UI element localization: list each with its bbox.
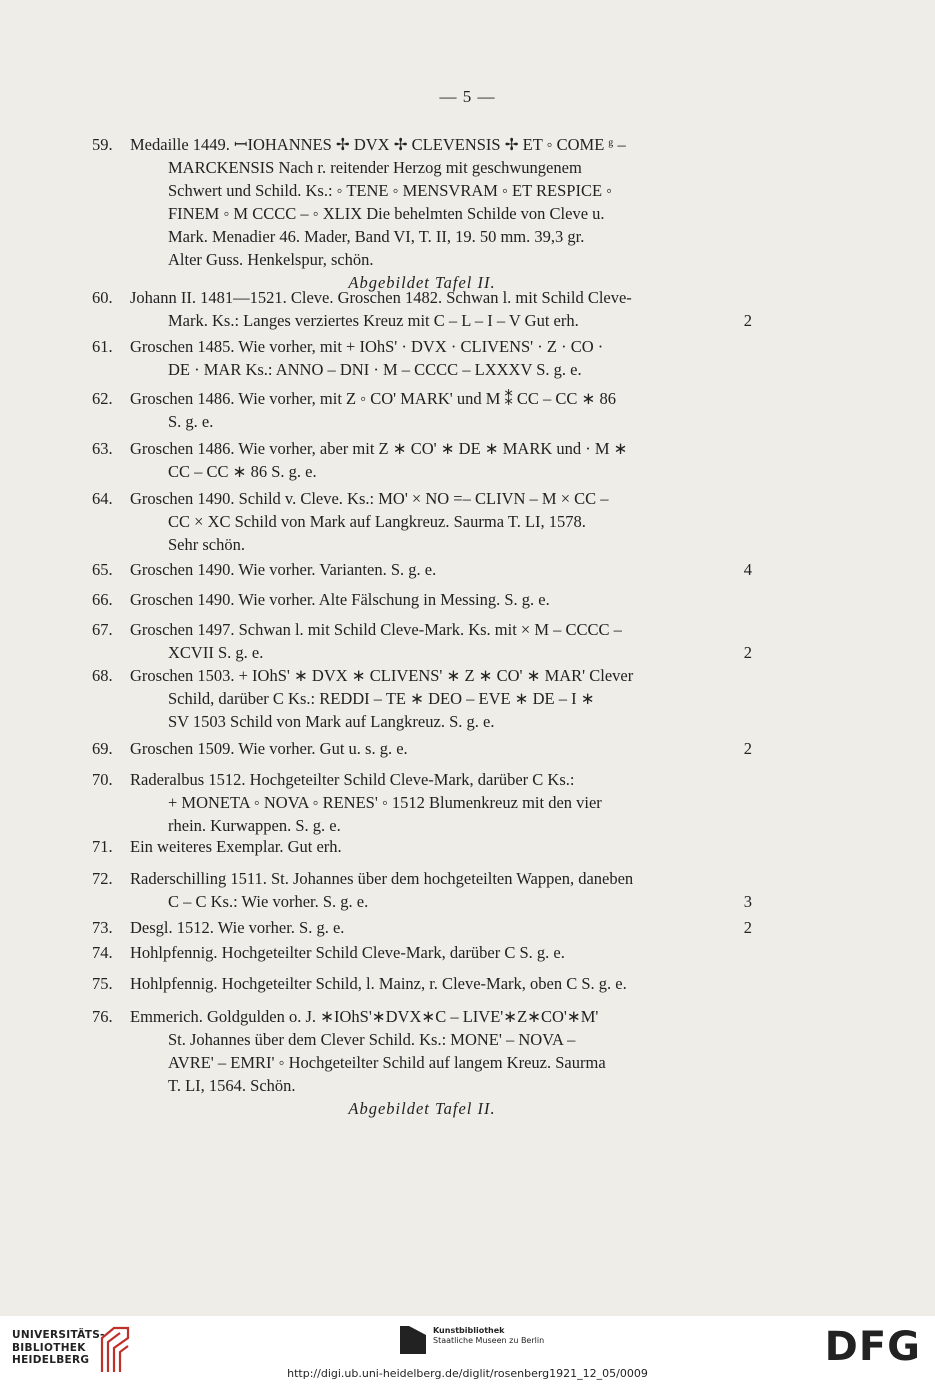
entry-line — [92, 533, 752, 556]
entry-text: Groschen 1490. Wie vorher. Varianten. S. g. e. — [130, 560, 437, 579]
entry-62 — [92, 387, 752, 433]
entry-number: 59. — [92, 135, 113, 154]
entry-line — [92, 202, 752, 225]
entry-line — [92, 410, 752, 433]
page-number: — 5 — — [439, 87, 496, 106]
entry-line — [92, 768, 752, 791]
entry-number: 72. — [92, 869, 113, 888]
entry-69 — [92, 737, 752, 760]
entry-price: 2 — [743, 643, 752, 662]
entry-61 — [92, 335, 752, 381]
entry-line — [92, 460, 752, 483]
entry-line — [92, 286, 752, 309]
entry-number: 69. — [92, 739, 113, 758]
entry-73 — [92, 916, 752, 939]
entry-67 — [92, 618, 752, 664]
entry-line — [92, 890, 752, 913]
entry-price: 3 — [743, 892, 752, 911]
entry-60 — [92, 286, 752, 332]
entry-71 — [92, 835, 752, 858]
entry-text: Sehr schön. — [168, 535, 245, 554]
entry-line — [92, 335, 752, 358]
entry-line — [92, 1051, 752, 1074]
entry-line — [92, 641, 752, 664]
entry-text: Schwert und Schild. Ks.: ◦ TENE ◦ MENSVRAM ◦ ET RESPICE ◦ — [168, 181, 613, 200]
entry-text: St. Johannes über dem Clever Schild. Ks.: MONE' – NOVA – — [168, 1030, 576, 1049]
entry-text: Johann II. 1481—1521. Cleve. Groschen 1482. Schwan l. mit Schild Cleve- — [130, 288, 632, 307]
entry-line — [92, 248, 752, 271]
entry-line — [92, 791, 752, 814]
entry-price: 2 — [743, 311, 752, 330]
entry-number: 74. — [92, 943, 113, 962]
entry-text: Groschen 1485. Wie vorher, mit + IOhS' · DVX · CLIVENS' · Z · CO · — [130, 337, 604, 356]
entry-75 — [92, 972, 752, 995]
entry-line — [92, 710, 752, 733]
entry-text: CC – CC ∗ 86 S. g. e. — [168, 462, 317, 481]
entry-number: 63. — [92, 439, 113, 458]
entry-line — [92, 225, 752, 248]
entry-text: DE · MAR Ks.: ANNO – DNI · M – CCCC – LXXXV S. g. e. — [168, 360, 582, 379]
entry-66 — [92, 588, 752, 611]
entry-text: + MONETA ◦ NOVA ◦ RENES' ◦ 1512 Blumenkreuz mit den vier — [168, 793, 602, 812]
entry-line — [92, 664, 752, 687]
kunstbibliothek-logo-icon[interactable] — [400, 1326, 426, 1354]
entry-text: C – C Ks.: Wie vorher. S. g. e. — [168, 892, 369, 911]
source-url[interactable]: http://digi.ub.uni-heidelberg.de/diglit/rosenberg1921_12_05/0009 — [287, 1367, 648, 1380]
entry-number: 61. — [92, 337, 113, 356]
entry-text: Mark. Menadier 46. Mader, Band VI, T. II, 19. 50 mm. 39,3 gr. — [168, 227, 585, 246]
entry-number: 67. — [92, 620, 113, 639]
entry-64 — [92, 487, 752, 556]
entry-number: 64. — [92, 489, 113, 508]
entry-line — [92, 387, 752, 410]
entry-text: Ein weiteres Exemplar. Gut erh. — [130, 837, 342, 856]
entry-price: 2 — [743, 918, 752, 937]
entry-text: Groschen 1486. Wie vorher, aber mit Z ∗ CO' ∗ DE ∗ MARK und · M ∗ — [130, 439, 628, 458]
entry-line — [92, 309, 752, 332]
entry-text: AVRE' – EMRI' ◦ Hochgeteilter Schild auf langem Kreuz. Saurma — [168, 1053, 606, 1072]
plate-caption: Abgebildet Tafel II. — [348, 1099, 496, 1118]
entry-text: Groschen 1509. Wie vorher. Gut u. s. g. e. — [130, 739, 408, 758]
entry-65 — [92, 558, 752, 581]
entry-text: Hohlpfennig. Hochgeteilter Schild, l. Mainz, r. Cleve-Mark, oben C S. g. e. — [130, 974, 627, 993]
entry-text: CC × XC Schild von Mark auf Langkreuz. Saurma T. LI, 1578. — [168, 512, 586, 531]
entry-74 — [92, 941, 752, 964]
entry-line — [92, 835, 752, 858]
entry-number: 70. — [92, 770, 113, 789]
entry-line — [92, 972, 752, 995]
entry-number: 76. — [92, 1007, 113, 1026]
entry-68 — [92, 664, 752, 733]
entry-line — [92, 358, 752, 381]
entry-text: Groschen 1503. + IOhS' ∗ DVX ∗ CLIVENS' ∗ Z ∗ CO' ∗ MAR' Clever — [130, 666, 634, 685]
entry-text: Emmerich. Goldgulden o. J. ∗IOhS'∗DVX∗C – LIVE'∗Z∗CO'∗M' — [130, 1007, 599, 1026]
entry-text: XCVII S. g. e. — [168, 643, 264, 662]
entry-number: 68. — [92, 666, 113, 685]
entry-line — [92, 133, 752, 156]
entry-text: Medaille 1449. ꟷIOHANNES ✢ DVX ✢ CLEVENSIS ✢ ET ◦ COME ᵍ – — [130, 135, 626, 154]
entry-line — [92, 867, 752, 890]
footer-bar — [0, 1316, 935, 1384]
entry-number: 60. — [92, 288, 113, 307]
entry-price: 2 — [743, 739, 752, 758]
entry-number: 62. — [92, 389, 113, 408]
entry-72 — [92, 867, 752, 913]
entry-line — [92, 1028, 752, 1051]
library-name[interactable]: UNIVERSITÄTS- BIBLIOTHEK HEIDELBERG — [12, 1329, 105, 1366]
entry-price: 4 — [743, 560, 752, 579]
entry-number: 75. — [92, 974, 113, 993]
entry-text: Alter Guss. Henkelspur, schön. — [168, 250, 374, 269]
entry-text: T. LI, 1564. Schön. — [168, 1076, 296, 1095]
entry-line — [92, 510, 752, 533]
entry-text: SV 1503 Schild von Mark auf Langkreuz. S. g. e. — [168, 712, 495, 731]
entry-text: Groschen 1497. Schwan l. mit Schild Cleve-Mark. Ks. mit × M – CCCC – — [130, 620, 622, 639]
entry-line — [92, 179, 752, 202]
entry-line — [92, 558, 752, 581]
entry-line — [92, 437, 752, 460]
kunstbibliothek-label: Kunstbibliothek Staatliche Museen zu Berlin — [433, 1326, 545, 1345]
entry-line — [92, 588, 752, 611]
entry-text: Raderschilling 1511. St. Johannes über dem hochgeteilten Wappen, daneben — [130, 869, 634, 888]
entry-63 — [92, 437, 752, 483]
entry-line — [92, 618, 752, 641]
entry-text: rhein. Kurwappen. S. g. e. — [168, 816, 341, 835]
entry-number: 65. — [92, 560, 113, 579]
entry-text: Raderalbus 1512. Hochgeteilter Schild Cleve-Mark, darüber C Ks.: — [130, 770, 575, 789]
entry-text: MARCKENSIS Nach r. reitender Herzog mit geschwungenem — [168, 158, 582, 177]
entry-line — [92, 814, 752, 837]
entry-line — [92, 916, 752, 939]
entry-number: 73. — [92, 918, 113, 937]
entry-line — [92, 1074, 752, 1097]
entry-line — [92, 941, 752, 964]
entry-text: Groschen 1490. Schild v. Cleve. Ks.: MO' × NO =– CLIVN – M × CC – — [130, 489, 609, 508]
entry-70 — [92, 768, 752, 837]
entry-text: Groschen 1490. Wie vorher. Alte Fälschung in Messing. S. g. e. — [130, 590, 550, 609]
entry-line — [92, 737, 752, 760]
entry-line — [92, 1005, 752, 1028]
dfg-logo[interactable]: DFG — [824, 1324, 921, 1370]
entry-text: Mark. Ks.: Langes verziertes Kreuz mit C – L – I – V Gut erh. — [168, 311, 579, 330]
entry-text: FINEM ◦ M CCCC – ◦ XLIX Die behelmten Schilde von Cleve u. — [168, 204, 605, 223]
entry-76 — [92, 1005, 752, 1120]
entry-text: Schild, darüber C Ks.: REDDI – TE ∗ DEO – EVE ∗ DE – I ∗ — [168, 689, 595, 708]
entry-text: Desgl. 1512. Wie vorher. S. g. e. — [130, 918, 345, 937]
entry-number: 71. — [92, 837, 113, 856]
entry-59 — [92, 133, 752, 294]
entry-number: 66. — [92, 590, 113, 609]
entry-line — [92, 487, 752, 510]
entry-line — [92, 687, 752, 710]
entry-line — [92, 156, 752, 179]
plate-caption: Abgebildet Tafel II. — [348, 273, 496, 292]
entry-text: Hohlpfennig. Hochgeteilter Schild Cleve-Mark, darüber C S. g. e. — [130, 943, 565, 962]
entry-text: S. g. e. — [168, 412, 214, 431]
entry-text: Groschen 1486. Wie vorher, mit Z ◦ CO' MARK' und M ⁑ CC – CC ∗ 86 — [130, 389, 616, 408]
